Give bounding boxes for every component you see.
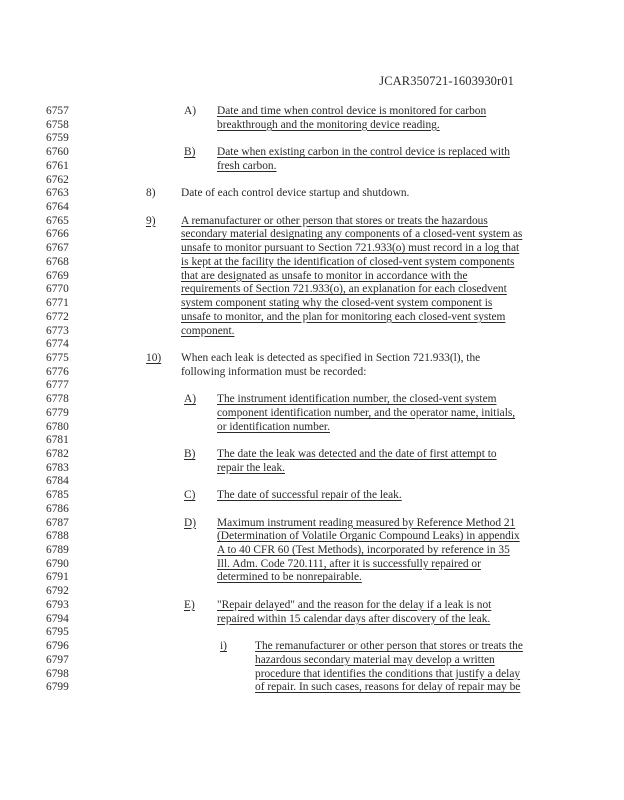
item-text-line: following information must be recorded: bbox=[181, 365, 367, 378]
item-text-line: unsafe to monitor pursuant to Section 721.933(o) must record in a log that bbox=[181, 242, 520, 255]
item-text-line: repaired within 15 calendar days after discovery of the leak. bbox=[217, 612, 491, 625]
line-number: 6779 bbox=[46, 406, 69, 419]
item-text-line: component. bbox=[181, 324, 235, 337]
item-text-line: determined to be nonrepairable. bbox=[217, 571, 362, 584]
item-text-line: The date the leak was detected and the date of first attempt to bbox=[217, 448, 497, 460]
line-number: 6786 bbox=[46, 502, 69, 515]
item-marker: i) bbox=[220, 640, 227, 653]
line-number: 6773 bbox=[46, 324, 69, 337]
line-number: 6777 bbox=[46, 379, 69, 392]
item-text-line: (Determination of Volatile Organic Compound Leaks) in appendix bbox=[217, 530, 520, 543]
line-number: 6765 bbox=[46, 214, 69, 227]
line-number: 6783 bbox=[46, 461, 69, 474]
line-number: 6762 bbox=[46, 173, 69, 186]
item-text-line: The remanufacturer or other person that stores or treats the bbox=[255, 640, 523, 653]
item-text-line: "Repair delayed" and the reason for the delay if a leak is not bbox=[217, 598, 492, 611]
line-number: 6761 bbox=[46, 159, 69, 172]
line-number: 6780 bbox=[46, 420, 69, 433]
item-text-line: component identification number, and the operator name, initials, bbox=[217, 406, 516, 419]
item-text-line: is kept at the facility the identification of closed-vent system components bbox=[181, 255, 515, 268]
line-number: 6799 bbox=[46, 681, 69, 694]
line-number: 6794 bbox=[46, 612, 69, 625]
item-marker: 10) bbox=[146, 351, 162, 364]
line-number: 6776 bbox=[46, 365, 69, 378]
line-number: 6796 bbox=[46, 640, 69, 653]
item-marker: 9) bbox=[146, 214, 156, 227]
item-text-line: Ill. Adm. Code 720.111, after it is successfully repaired or bbox=[217, 557, 481, 570]
line-number: 6764 bbox=[46, 201, 69, 214]
line-number: 6767 bbox=[46, 242, 69, 255]
item-text-line: or identification number. bbox=[217, 420, 330, 433]
item-text-line: Maximum instrument reading measured by Reference Method 21 bbox=[217, 516, 516, 529]
item-marker: B) bbox=[184, 448, 196, 460]
item-text-line: fresh carbon. bbox=[217, 159, 277, 172]
item-text-line: breakthrough and the monitoring device reading. bbox=[217, 118, 440, 131]
line-number: 6766 bbox=[46, 228, 69, 241]
line-number: 6798 bbox=[46, 667, 69, 680]
line-number: 6791 bbox=[46, 571, 69, 584]
item-marker: C) bbox=[184, 489, 196, 502]
item-text-line: Date and time when control device is monitored for carbon bbox=[217, 105, 487, 117]
item-marker: A) bbox=[184, 393, 197, 406]
item-text-line: When each leak is detected as specified in Section 721.933(l), the bbox=[181, 351, 481, 364]
line-number: 6788 bbox=[46, 530, 69, 543]
item-marker: E) bbox=[184, 598, 195, 611]
item-text-line: A remanufacturer or other person that stores or treats the hazardous bbox=[181, 214, 488, 227]
line-number: 6774 bbox=[46, 338, 69, 351]
line-number: 6797 bbox=[46, 653, 69, 666]
line-number: 6778 bbox=[46, 393, 69, 406]
line-number: 6793 bbox=[46, 598, 69, 611]
line-number: 6782 bbox=[46, 448, 69, 460]
item-text-line: A to 40 CFR 60 (Test Methods), incorporated by reference in 35 bbox=[217, 544, 510, 557]
line-number: 6792 bbox=[46, 585, 69, 598]
line-number: 6772 bbox=[46, 310, 69, 323]
item-text-line: unsafe to monitor, and the plan for monitoring each closed-vent system bbox=[181, 310, 506, 323]
item-text-line: Date when existing carbon in the control device is replaced with bbox=[217, 146, 510, 159]
line-number: 6787 bbox=[46, 516, 69, 529]
item-text-line: procedure that identifies the conditions that justify a delay bbox=[255, 667, 521, 680]
line-number: 6758 bbox=[46, 118, 69, 131]
line-number: 6759 bbox=[46, 132, 69, 145]
line-number: 6771 bbox=[46, 297, 69, 310]
item-text-line: Date of each control device startup and shutdown. bbox=[181, 187, 410, 200]
line-number: 6790 bbox=[46, 557, 69, 570]
line-number: 6769 bbox=[46, 269, 69, 282]
document-id-header: JCAR350721-1603930r01 bbox=[379, 74, 514, 88]
line-number: 6768 bbox=[46, 255, 69, 268]
line-number: 6784 bbox=[46, 475, 69, 488]
line-number: 6789 bbox=[46, 544, 69, 557]
item-text-line: system component stating why the closed-vent system component is bbox=[181, 297, 493, 310]
item-text-line: The date of successful repair of the leak. bbox=[217, 489, 402, 502]
item-text-line: of repair. In such cases, reasons for delay of repair may be bbox=[255, 681, 521, 694]
line-number: 6770 bbox=[46, 283, 69, 296]
item-text-line: The instrument identification number, the closed-vent system bbox=[217, 393, 497, 406]
line-number: 6781 bbox=[46, 434, 69, 447]
line-number: 6785 bbox=[46, 489, 69, 502]
line-number: 6763 bbox=[46, 187, 69, 200]
item-text-line: hazardous secondary material may develop a written bbox=[255, 653, 495, 666]
item-marker: A) bbox=[184, 105, 197, 117]
item-text-line: secondary material designating any components of a closed-vent system as bbox=[181, 228, 523, 241]
line-number: 6795 bbox=[46, 626, 69, 639]
item-marker: B) bbox=[184, 146, 196, 159]
item-text-line: repair the leak. bbox=[217, 461, 285, 474]
line-number: 6757 bbox=[46, 105, 69, 117]
line-number: 6760 bbox=[46, 146, 69, 159]
item-text-line: that are designated as unsafe to monitor in accordance with the bbox=[181, 269, 468, 282]
item-marker: D) bbox=[184, 516, 197, 529]
line-number: 6775 bbox=[46, 351, 69, 364]
item-marker: 8) bbox=[146, 187, 156, 200]
item-text-line: requirements of Section 721.933(o), an explanation for each closedvent bbox=[181, 283, 507, 296]
